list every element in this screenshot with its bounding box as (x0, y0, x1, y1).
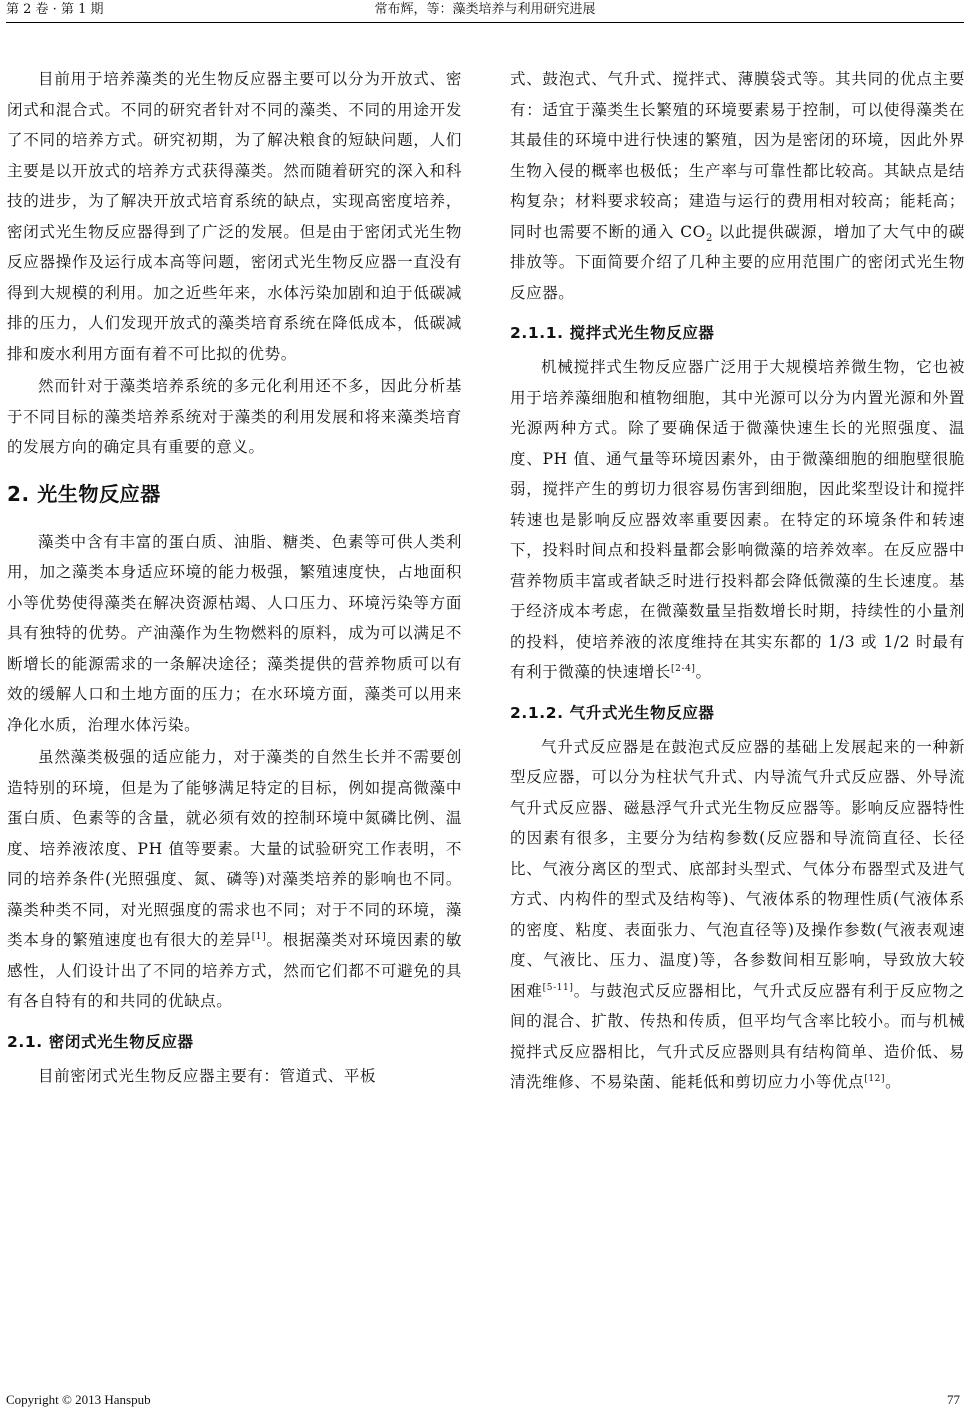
paragraph-stirred-reactor: 机械搅拌式生物反应器广泛用于大规模培养微生物，它也被用于培养藻细胞和植物细胞，其中光源可以分为内置光源和外置光源两种方式。除了要确保适于微藻快速生长的光照强度、温度、PH 值、通气量等环境因素外，由于微藻细胞的细胞壁很脆弱，搅拌产生的剪切力很容易伤害到细胞，因此桨型设计和搅拌转速也是影响反应器效率重要因素。在特定的环境条件和转速下，投料时间点和投料量都会影响微藻的培养效率。在反应器中营养物质丰富或者缺乏时进行投料都会降低微藻的生长速度。基于经济成本考虑，在微藻数量呈指数增长时期，持续性的小量剂的投料，使培养液的浓度维持在其实东都的 1/3 或 1/2 时最有有利于微藻的快速增长[2-4]。 (510, 358, 965, 681)
article-running-title: 常布辉，等：藻类培养与利用研究进展 (374, 2, 596, 17)
co2-subscript: 2 (705, 232, 713, 244)
paragraph-culture-conditions: 虽然藻类极强的适应能力，对于藻类的自然生长并不需要创造特别的环境，但是为了能够满足特定的目标，例如提高微藻中蛋白质、色素等的含量，就必须有效的控制环境中氮磷比例、温度、培养液浓度、PH 值等要素。大量的试验研究工作表明，不同的培养条件(光照强度、氮、磷等)对藻类培养的影响也不同。藻类种类不同，对光照强度的需求也不同；对于不同的环境，藻类本身的繁殖速度也有很大的差异[1]。根据藻类对环境因素的敏感性，人们设计出了不同的培养方式，然而它们都不可避免的具有各自特有的和共同的优缺点。 (7, 748, 462, 1010)
section-heading-2-1-2: 2.1.2. 气升式光生物反应器 (510, 703, 715, 722)
citation-2-4: [2-4] (671, 663, 696, 674)
paragraph-closed-types-start: 目前密闭式光生物反应器主要有：管道式、平板 (38, 1066, 377, 1085)
citation-12: [12] (864, 1073, 886, 1084)
citation-1: [1] (251, 931, 267, 942)
paragraph-algae-advantages: 藻类中含有丰富的蛋白质、油脂、糖类、色素等可供人类利用，加之藻类本身适应环境的能力极强，繁殖速度快，占地面积小等优势使得藻类在解决资源枯竭、人口压力、环境污染等方面具有独特的优势。产油藻作为生物燃料的原料，成为可以满足不断增长的能源需求的一条解决途径；藻类提供的营养物质可以有效的缓解人口和土地方面的压力；在水环境方面，藻类可以用来净化水质，治理水体污染。 (7, 532, 462, 734)
page-footer (6, 1392, 960, 1410)
paragraph-airlift-reactor: 气升式反应器是在鼓泡式反应器的基础上发展起来的一种新型反应器，可以分为柱状气升式、内导流气升式反应器、外导流气升式反应器、磁悬浮气升式光生物反应器等。影响反应器特性的因素有很多，主要分为结构参数(反应器和导流筒直径、长径比、气液分离区的型式、底部封头型式、气体分布器型式及进气方式、内构件的型式及结构等)、气液体系的物理性质(气液体系的密度、粘度、表面张力、气泡直径等)及操作参数(气液表观速度、气液比、压力、温度)等，各参数间相互影响，导致放大较困难[5-11]。与鼓泡式反应器相比，气升式反应器有利于反应物之间的混合、扩散、传热和传质，但平均气含率比较小。而与机械搅拌式反应器相比，气升式反应器则具有结构简单、造价低、易清洗维修、不易染菌、能耗低和剪切应力小等优点[12]。 (510, 737, 966, 1091)
journal-volume-issue: 第 2 卷 · 第 1 期 (6, 2, 104, 17)
copyright-notice: Copyright © 2013 Hanspub (6, 1392, 151, 1407)
page-number: 77 (947, 1392, 960, 1407)
section-heading-2-1: 2.1. 密闭式光生物反应器 (7, 1032, 194, 1051)
section-heading-2: 2. 光生物反应器 (7, 481, 161, 506)
section-heading-2-1-1: 2.1.1. 搅拌式光生物反应器 (510, 324, 715, 342)
left-column (7, 64, 462, 1093)
paragraph-significance: 然而针对于藻类培养系统的多元化利用还不多，因此分析基于不同目标的藻类培养系统对于藻类的利用发展和将来藻类培育的发展方向的确定具有重要的意义。 (7, 377, 462, 456)
citation-5-11: [5-11] (542, 982, 574, 993)
paragraph-closed-types-continued: 式、鼓泡式、气升式、搅拌式、薄膜袋式等。其共同的优点主要有：适宜于藻类生长繁殖的环境要素易于控制，可以使得藻类在其最佳的环境中进行快速的繁殖，因为是密闭的环境，因此外界生物入侵的概率也极低；生产率与可靠性都比较高。其缺点是结构复杂；材料要求较高；建造与运行的费用相对较高；能耗高；同时也需要不断的通入 $CO_2$ 以此提供碳源，增加了大气中的碳排放等。下面简要介绍了几种主要的应用范围广的密闭式光生物反应器。 (510, 70, 966, 302)
running-header (6, 0, 964, 23)
right-column (510, 64, 965, 1100)
paragraph-intro-reactors: 目前用于培养藻类的光生物反应器主要可以分为开放式、密闭式和混合式。不同的研究者针对不同的藻类、不同的用途开发了不同的培养方式。研究初期，为了解决粮食的短缺问题，人们主要是以开放式的培养方式获得藻类。然而随着研究的深入和科技的进步，为了解决开放式培育系统的缺点，实现高密度培养，密闭式光生物反应器得到了广泛的发展。但是由于密闭式光生物反应器操作及运行成本高等问题，密闭式光生物反应器一直没有得到大规模的利用。加之近些年来，水体污染加剧和迫于低碳减排的压力，人们发现开放式的藻类培育系统在降低成本，低碳减排和废水利用方面有着不可比拟的优势。 (7, 70, 462, 363)
